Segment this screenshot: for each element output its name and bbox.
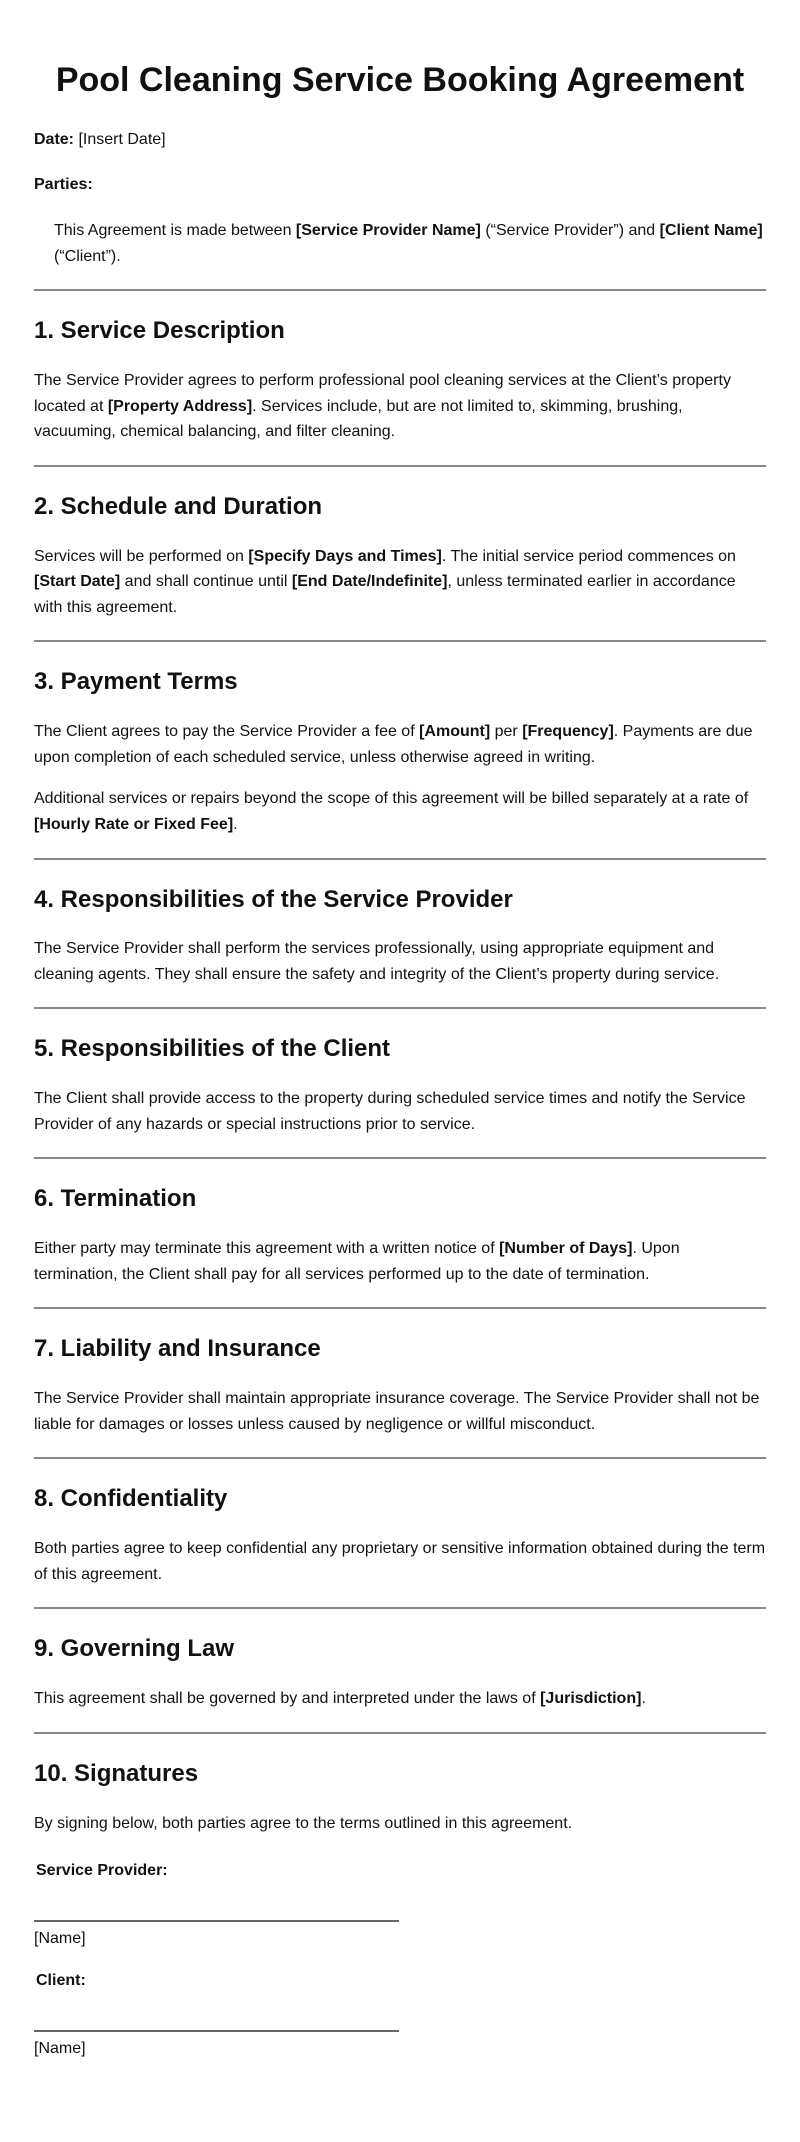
- date-label: Date:: [34, 130, 75, 148]
- client-name-placeholder: [Client Name]: [659, 221, 763, 239]
- parties-label: Parties:: [34, 176, 93, 194]
- section-paragraph: The Service Provider shall maintain appropriate insurance coverage. The Service Provider shall not be liable for damages or losses unless caused by negligence or willful misconduct.: [34, 1390, 760, 1433]
- section-heading: 8. Confidentiality: [34, 1485, 228, 1513]
- text-run: , unless terminated earlier in accordance with this agreement.: [34, 573, 736, 616]
- amount-placeholder: [Amount]: [419, 723, 491, 741]
- text-run: . Payments are due upon completion of each scheduled service, unless otherwise agreed in writing.: [34, 723, 753, 766]
- provider-signature-label: Service Provider:: [36, 1862, 168, 1880]
- date-value: [Insert Date]: [74, 130, 166, 148]
- text-run: . The initial service period commences on: [441, 547, 736, 565]
- section-paragraph: [34, 719, 766, 770]
- date-line: [34, 127, 766, 153]
- parties-label-line: [34, 172, 766, 198]
- text-run: . Upon termination, the Client shall pay for all services performed up to the date of termination.: [34, 1240, 680, 1283]
- days-times-placeholder: [Specify Days and Times]: [248, 547, 442, 565]
- section-heading: 1. Service Description: [34, 317, 285, 345]
- section-payment-terms: [34, 642, 766, 857]
- section-paragraph: Both parties agree to keep confidential any proprietary or sensitive information obtained during the term of this agreement.: [34, 1540, 766, 1583]
- section-heading: 3. Payment Terms: [34, 668, 238, 696]
- section-signatures: [34, 1734, 766, 2102]
- section-paragraph: The Client shall provide access to the property during scheduled service times and notify the Service Provider of any hazards or special instructions prior to service.: [34, 1090, 746, 1133]
- text-run: .: [641, 1690, 646, 1708]
- section-service-description: [34, 291, 766, 465]
- section-confidentiality: [34, 1459, 766, 1607]
- section-paragraph: [34, 786, 766, 837]
- section-heading: 2. Schedule and Duration: [34, 492, 323, 520]
- client-name-placeholder: [Name]: [34, 2040, 86, 2058]
- parties-text-1: This Agreement is made between: [54, 221, 296, 239]
- frequency-placeholder: [Frequency]: [522, 723, 614, 741]
- section-heading: 4. Responsibilities of the Service Provider: [34, 885, 513, 913]
- section-client-responsibilities: [34, 1009, 766, 1157]
- section-termination: [34, 1159, 766, 1307]
- section-provider-responsibilities: [34, 860, 766, 1008]
- text-run: per: [490, 723, 523, 741]
- section-heading: 9. Governing Law: [34, 1635, 235, 1663]
- text-run: Services will be performed on: [34, 547, 249, 565]
- text-run: This agreement shall be governed by and interpreted under the laws of: [34, 1690, 541, 1708]
- text-run: The Client agrees to pay the Service Provider a fee of: [34, 723, 420, 741]
- document-title: Pool Cleaning Service Booking Agreement: [55, 61, 745, 99]
- text-run: .: [233, 815, 238, 833]
- end-date-placeholder: [End Date/Indefinite]: [291, 573, 448, 591]
- section-liability-insurance: [34, 1309, 766, 1457]
- jurisdiction-placeholder: [Jurisdiction]: [540, 1690, 642, 1708]
- section-paragraph: [34, 368, 766, 445]
- notice-days-placeholder: [Number of Days]: [499, 1240, 633, 1258]
- parties-paragraph: [54, 218, 766, 269]
- section-heading: 6. Termination: [34, 1185, 197, 1213]
- text-run: and shall continue until: [120, 573, 292, 591]
- section-heading: 10. Signatures: [34, 1759, 199, 1787]
- start-date-placeholder: [Start Date]: [34, 573, 121, 591]
- section-governing-law: [34, 1609, 766, 1731]
- client-signature-line: [34, 2030, 399, 2032]
- client-signature-block: [34, 1972, 766, 2058]
- provider-signature-block: [34, 1862, 766, 1948]
- text-run: Additional services or repairs beyond the scope of this agreement will be billed separately at a rate of: [34, 790, 749, 808]
- section-paragraph: [34, 1236, 766, 1287]
- client-signature-label: Client:: [36, 1972, 86, 1990]
- service-provider-name-placeholder: [Service Provider Name]: [295, 221, 481, 239]
- section-paragraph: The Service Provider shall perform the services professionally, using appropriate equipment and cleaning agents. They shall ensure the safety and integrity of the Client’s property during service.: [34, 940, 720, 983]
- parties-text-3: (“Client”).: [54, 247, 121, 265]
- section-schedule-duration: [34, 467, 766, 641]
- section-heading: 7. Liability and Insurance: [34, 1335, 321, 1363]
- provider-name-placeholder: [Name]: [34, 1930, 86, 1948]
- section-heading: 5. Responsibilities of the Client: [34, 1035, 391, 1063]
- section-paragraph: [34, 1686, 766, 1712]
- section-paragraph: [34, 544, 766, 621]
- rate-placeholder: [Hourly Rate or Fixed Fee]: [34, 815, 234, 833]
- text-run: Either party may terminate this agreement with a written notice of: [34, 1240, 500, 1258]
- text-run: The Service Provider agrees to perform professional pool cleaning services at the Client’s property located at: [34, 371, 731, 415]
- text-run: . Services include, but are not limited to, skimming, brushing, vacuuming, chemical balancing, and filter cleaning.: [34, 397, 683, 441]
- provider-signature-line: [34, 1920, 399, 1922]
- property-address-placeholder: [Property Address]: [107, 397, 253, 415]
- section-paragraph: By signing below, both parties agree to the terms outlined in this agreement.: [34, 1814, 573, 1832]
- parties-text-2: (“Service Provider”) and: [480, 221, 660, 239]
